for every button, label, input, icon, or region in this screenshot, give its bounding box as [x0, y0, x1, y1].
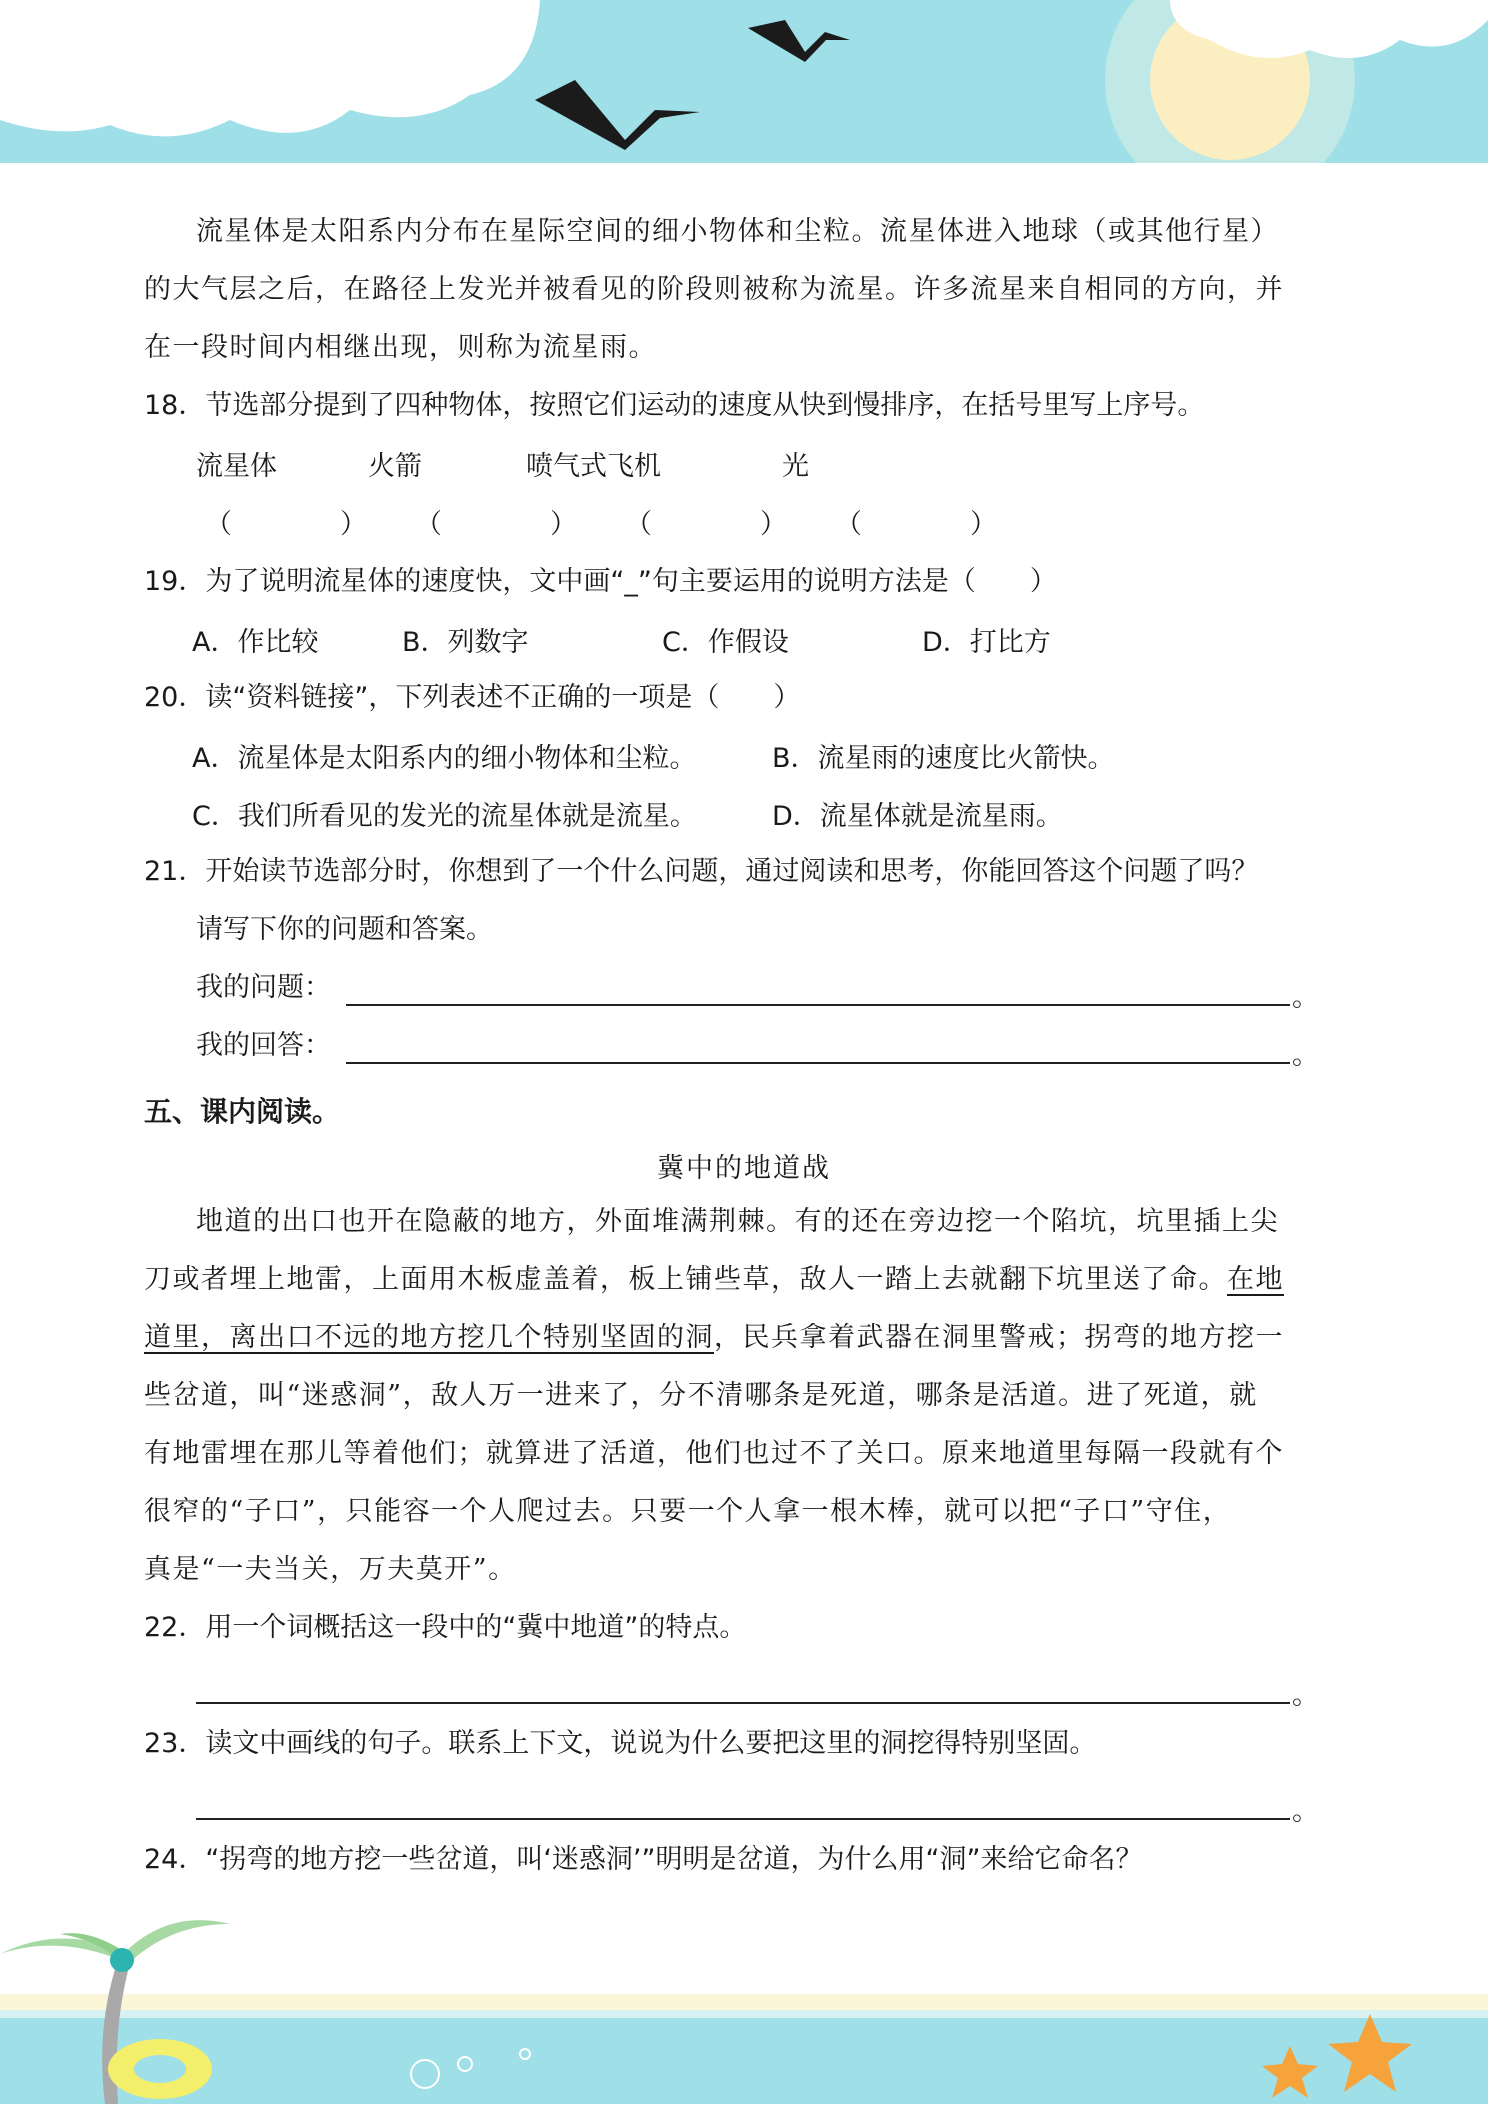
q22-answer-blank[interactable] — [196, 1702, 1290, 1704]
my-answer-label: 我的回答： — [196, 1030, 331, 1061]
q19-option-c[interactable]: C．作假设 — [662, 627, 789, 658]
passage2-line — [144, 1260, 1284, 1300]
my-answer-blank[interactable] — [346, 1062, 1290, 1064]
question-24: 24．“拐弯的地方挖一些岔道，叫‘迷惑洞’”明明是岔道，为什么用“洞”来给它命名？ — [144, 1844, 1143, 1875]
question-21-instruction: 请写下你的问题和答案。 — [196, 914, 493, 945]
period: 。 — [1292, 1680, 1319, 1711]
passage1-line: 在一段时间内相继出现，则称为流星雨。 — [144, 332, 657, 363]
q19-option-d[interactable]: D．打比方 — [922, 627, 1051, 658]
passage-title: 冀中的地道战 — [657, 1153, 831, 1184]
q19-option-a[interactable]: A．作比较 — [192, 627, 319, 658]
period: 。 — [1292, 1040, 1319, 1071]
period: 。 — [1292, 982, 1319, 1013]
passage2-line: 地道的出口也开在隐蔽的地方，外面堆满荆棘。有的还在旁边挖一个陷坑，坑里插上尖 — [196, 1206, 1279, 1237]
footer-beach-decoration — [0, 1914, 1488, 2104]
passage2-text: 刀或者埋上地雷，上面用木板虚盖着，板上铺些草，敌人一踏上去就翻下坑里送了命。 — [144, 1264, 1227, 1295]
question-22: 22．用一个词概括这一段中的“冀中地道”的特点。 — [144, 1612, 747, 1643]
passage2-line: 些岔道，叫“迷惑洞”，敌人万一进来了，分不清哪条是死道，哪条是活道。进了死道，就 — [144, 1380, 1258, 1411]
question-21: 21．开始读节选部分时，你想到了一个什么问题，通过阅读和思考，你能回答这个问题了吗？ — [144, 856, 1259, 887]
period: 。 — [1292, 1796, 1319, 1827]
question-23: 23．读文中画线的句子。联系上下文，说说为什么要把这里的洞挖得特别坚固。 — [144, 1728, 1097, 1759]
q19-option-b[interactable]: B．列数字 — [402, 627, 529, 658]
q20-option-b[interactable]: B．流星雨的速度比火箭快。 — [772, 743, 1115, 774]
q20-option-d[interactable]: D．流星体就是流星雨。 — [772, 801, 1063, 832]
q23-answer-blank[interactable] — [196, 1818, 1290, 1820]
passage2-line: 真是“一夫当关，万夫莫开”。 — [144, 1554, 517, 1585]
q18-item: 光 — [782, 451, 809, 482]
question-18: 18．节选部分提到了四种物体，按照它们运动的速度从快到慢排序，在括号里写上序号。 — [144, 390, 1205, 421]
underlined-sentence-end: 道里，离出口不远的地方挖几个特别坚固的洞 — [144, 1322, 714, 1353]
passage2-line: 有地雷埋在那儿等着他们；就算进了活道，他们也过不了关口。原来地道里每隔一段就有个 — [144, 1438, 1284, 1469]
q18-item: 火箭 — [368, 451, 422, 482]
q18-answer-bracket[interactable]: （ ） — [835, 509, 997, 540]
coconut-icon — [110, 1948, 134, 1972]
question-19: 19．为了说明流星体的速度快，文中画“_”句主要运用的说明方法是（ ） — [144, 566, 1057, 597]
passage2-line — [144, 1318, 1284, 1358]
q18-answer-bracket[interactable]: （ ） — [205, 509, 367, 540]
my-question-label: 我的问题： — [196, 972, 331, 1003]
passage1-line: 流星体是太阳系内分布在星际空间的细小物体和尘粒。流星体进入地球（或其他行星） — [196, 216, 1279, 247]
q18-answer-bracket[interactable]: （ ） — [625, 509, 787, 540]
my-question-blank[interactable] — [346, 1004, 1290, 1006]
passage1-line: 的大气层之后，在路径上发光并被看见的阶段则被称为流星。许多流星来自相同的方向，并 — [144, 274, 1284, 305]
q18-item: 喷气式飞机 — [526, 451, 661, 482]
q18-item: 流星体 — [196, 451, 277, 482]
passage2-text: ，民兵拿着武器在洞里警戒；拐弯的地方挖一 — [714, 1322, 1284, 1353]
q18-answer-bracket[interactable]: （ ） — [415, 509, 577, 540]
section-title: 五、课内阅读。 — [144, 1095, 341, 1128]
q20-option-c[interactable]: C．我们所看见的发光的流星体就是流星。 — [192, 801, 697, 832]
underlined-sentence-start: 在地 — [1227, 1264, 1284, 1295]
q20-option-a[interactable]: A．流星体是太阳系内的细小物体和尘粒。 — [192, 743, 697, 774]
question-20: 20．读“资料链接”，下列表述不正确的一项是（ ） — [144, 682, 801, 713]
passage2-line: 很窄的“子口”，只能容一个人爬过去。只要一个人拿一根木棒，就可以把“子口”守住， — [144, 1496, 1232, 1527]
header-sky-decoration — [0, 0, 1488, 170]
palm-leaf-icon — [125, 1920, 230, 1964]
